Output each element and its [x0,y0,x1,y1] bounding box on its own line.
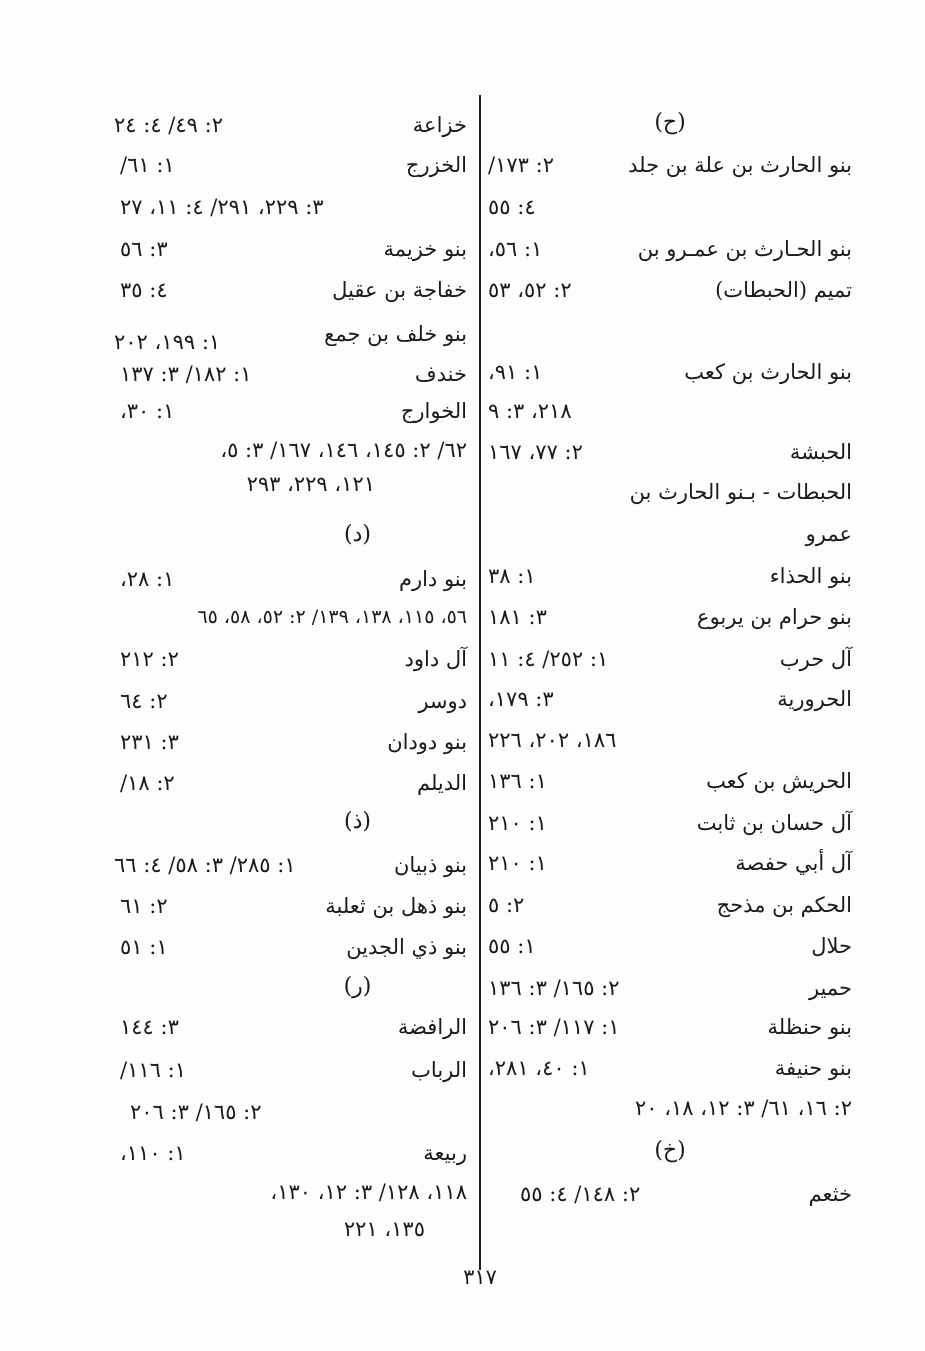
entry-name: بنو ذهل بن ثعلبة [325,894,467,918]
entry-name: بنو ذي الجدين [346,935,467,959]
entry-name: الخزرج [405,153,467,177]
entry-name: آل حسان بن ثابت [696,811,852,835]
entry-continuation: ٢١٨، ٣: ٩ [488,399,572,423]
entry-refs: ٢: ١٨/ [120,771,175,795]
entry-name: بنو الحارث بن كعب [684,360,852,384]
entry-name: آل حرب [779,647,852,671]
entry-refs: ١: ٢١٠ [488,851,547,875]
index-entry [100,237,475,277]
entry-name: آل داود [404,647,467,671]
entry-refs: ٢: ١٧٣/ [488,153,554,177]
entry-name: عمرو [805,522,852,546]
index-entry [100,647,475,687]
entry-name: الحبشة [789,440,852,464]
entry-refs: ١: ٦١/ [120,153,175,177]
entry-name: الحبطات - بـنو الحارث بن [629,480,852,504]
entry-refs: ١: ٥٦، [488,237,543,261]
entry-name: بنو خلف بن جمع [324,322,467,346]
entry-refs: ٣: ١٨١ [488,605,547,629]
entry-name: بنو خزيمة [383,237,467,261]
entry-name: خندف [414,362,467,386]
index-entry [480,976,860,1016]
entry-name: بنو دارم [398,567,467,591]
entry-refs: ١: ٣٨ [488,564,536,588]
entry-refs: ١: ١١٠، [120,1141,186,1165]
index-entry [480,893,860,933]
letter-header-dhal: (ذ) [344,809,371,834]
entry-name: بنو الحـارث بن عمـرو بن [637,237,852,261]
index-entry [100,1217,475,1257]
index-entry [480,851,860,891]
entry-name: ربيعة [423,1141,467,1165]
page-number: ٣١٧ [463,1265,497,1289]
entry-refs: ٢: ٥٢، ٥٣ [488,278,572,302]
letter-header-ra: (ر) [343,974,372,999]
index-entry [480,195,860,235]
index-entry [480,605,860,645]
index-entry [100,1100,475,1140]
index-entry [480,647,860,687]
index-entry [100,606,475,646]
entry-continuation: ٢: ١٦٥/ ٣: ٢٠٦ [130,1100,262,1124]
entry-continuation: ٤: ٥٥ [488,195,536,219]
index-entry [100,113,475,153]
index-entry [480,153,860,193]
index-entry [100,1058,475,1098]
index-entry [480,1056,860,1096]
entry-refs: ١: ٩١، [488,360,543,384]
entry-name: بنو دودان [387,730,467,754]
entry-refs: ٢: ٧٧، ١٦٧ [488,440,583,464]
entry-name: بنو حنظلة [767,1015,852,1039]
entry-name: دوسر [418,689,467,713]
index-entry [100,153,475,193]
entry-refs: ٢: ٥ [488,893,525,917]
entry-refs: ٢: ٦٤ [120,689,168,713]
index-entry [480,399,860,439]
index-entry [480,934,860,974]
entry-name: آل أبي حفصة [735,851,852,875]
index-entry [480,440,860,480]
entry-name: الرافضة [397,1015,467,1039]
index-entry [480,564,860,604]
entry-refs: ٢: ١٦٥/ ٣: ١٣٦ [488,976,620,1000]
index-entry [480,360,860,400]
entry-name: الحريش بن كعب [706,769,852,793]
entry-continuation: ١١٨، ١٢٨/ ٣: ١٢، ١٣٠، [270,1180,467,1204]
entry-refs: ١: ٢٨، [120,567,175,591]
letter-header-dal: (د) [344,522,371,547]
entry-name: حمير [808,976,852,1000]
entry-refs: ٣: ٥٦ [120,237,168,261]
entry-name: الحكم بن مذحج [716,893,852,917]
entry-name: خثعم [808,1182,852,1206]
letter-header-ha: (ح) [654,110,686,135]
entry-continuation: ٣: ٢٢٩، ٢٩١/ ٤: ١١، ٢٧ [120,195,324,219]
entry-refs: ٢: ٤٩/ ٤: ٢٤ [114,113,223,137]
index-entry [100,853,475,893]
index-entry [100,1141,475,1181]
entry-continuation: ٥٦، ١١٥، ١٣٨، ١٣٩/ ٢: ٥٢، ٥٨، ٦٥ [197,606,467,628]
entry-name: الرباب [411,1058,467,1082]
entry-refs: ٢: ٢١٢ [120,647,179,671]
entry-continuation: ١٨٦، ٢٠٢، ٢٢٦ [488,728,617,752]
entry-refs: ١: ١٣٦ [488,769,547,793]
index-entry [480,522,860,562]
entry-name: بنو الحارث بن علة بن جلد [628,153,852,177]
index-entry [100,935,475,975]
entry-refs: ١: ٣٠، [120,399,175,423]
index-entry [480,1182,860,1222]
entry-refs: ٣: ٢٣١ [120,730,179,754]
entry-refs: ١: ١١٧/ ٣: ٢٠٦ [488,1015,620,1039]
index-entry [100,195,475,235]
index-entry [100,1180,475,1220]
index-entry [100,894,475,934]
entry-refs: ١: ٢٥٢/ ٤: ١١ [488,647,609,671]
entry-name: بنو الحذاء [769,564,852,588]
index-entry [480,811,860,851]
index-entry [100,567,475,607]
left-column [100,0,475,1300]
entry-refs: ١: ١٩٩، ٢٠٢ [114,330,221,354]
entry-name: بنو حرام بن يربوع [697,605,852,629]
index-entry [480,728,860,768]
index-entry [100,771,475,811]
index-entry [480,237,860,277]
entry-refs: ٤: ٣٥ [120,278,168,302]
entry-continuation: ١٢١، ٢٢٩، ٢٩٣ [246,472,375,496]
index-entry [100,472,475,512]
index-entry [480,687,860,727]
letter-header-kha: (خ) [654,1138,686,1163]
index-entry [480,1015,860,1055]
index-entry [480,1096,860,1136]
index-entry [100,730,475,770]
index-entry [100,399,475,439]
entry-refs: ٢: ٦١ [120,894,168,918]
index-entry [100,278,475,318]
entry-name: خفاجة بن عقيل [332,278,467,302]
index-entry [100,689,475,729]
entry-refs: ١: ٥٥ [488,934,536,958]
entry-name: الخوارج [400,399,467,423]
index-entry [480,769,860,809]
entry-refs: ١: ٤٠، ٢٨١، [488,1056,590,1080]
index-entry [100,1015,475,1055]
entry-refs: ٣: ١٤٤ [120,1015,179,1039]
entry-refs: ١: ٢١٠ [488,811,547,835]
right-column [480,0,860,1300]
entry-name: بنو حنيفة [774,1056,852,1080]
index-entry [480,480,860,520]
entry-continuation: ١٣٥، ٢٢١ [343,1217,425,1241]
index-entry [100,362,475,402]
entry-name: بنو ذبيان [393,853,467,877]
entry-refs: ١: ٢٨٥/ ٣: ٥٨/ ٤: ٦٦ [114,853,296,877]
index-entry [480,278,860,318]
entry-name: حلال [811,934,852,958]
entry-refs: ١: ١٨٢/ ٣: ١٣٧ [120,362,252,386]
entry-refs: ٢: ١٤٨/ ٤: ٥٥ [520,1182,641,1206]
entry-continuation: ٦٢/ ٢: ١٤٥، ١٤٦، ١٦٧/ ٣: ٥، [220,438,467,462]
entry-name: الحرورية [777,687,852,711]
entry-name: الديلم [416,771,467,795]
entry-name: تميم (الحبطات) [715,278,852,302]
entry-refs: ١: ٥١ [120,935,168,959]
entry-name: خزاعة [412,113,467,137]
entry-continuation: ٢: ١٦، ٦١/ ٣: ١٢، ١٨، ٢٠ [634,1096,852,1120]
entry-refs: ١: ١١٦/ [120,1058,186,1082]
index-entry [100,322,475,362]
entry-refs: ٣: ١٧٩، [488,687,554,711]
